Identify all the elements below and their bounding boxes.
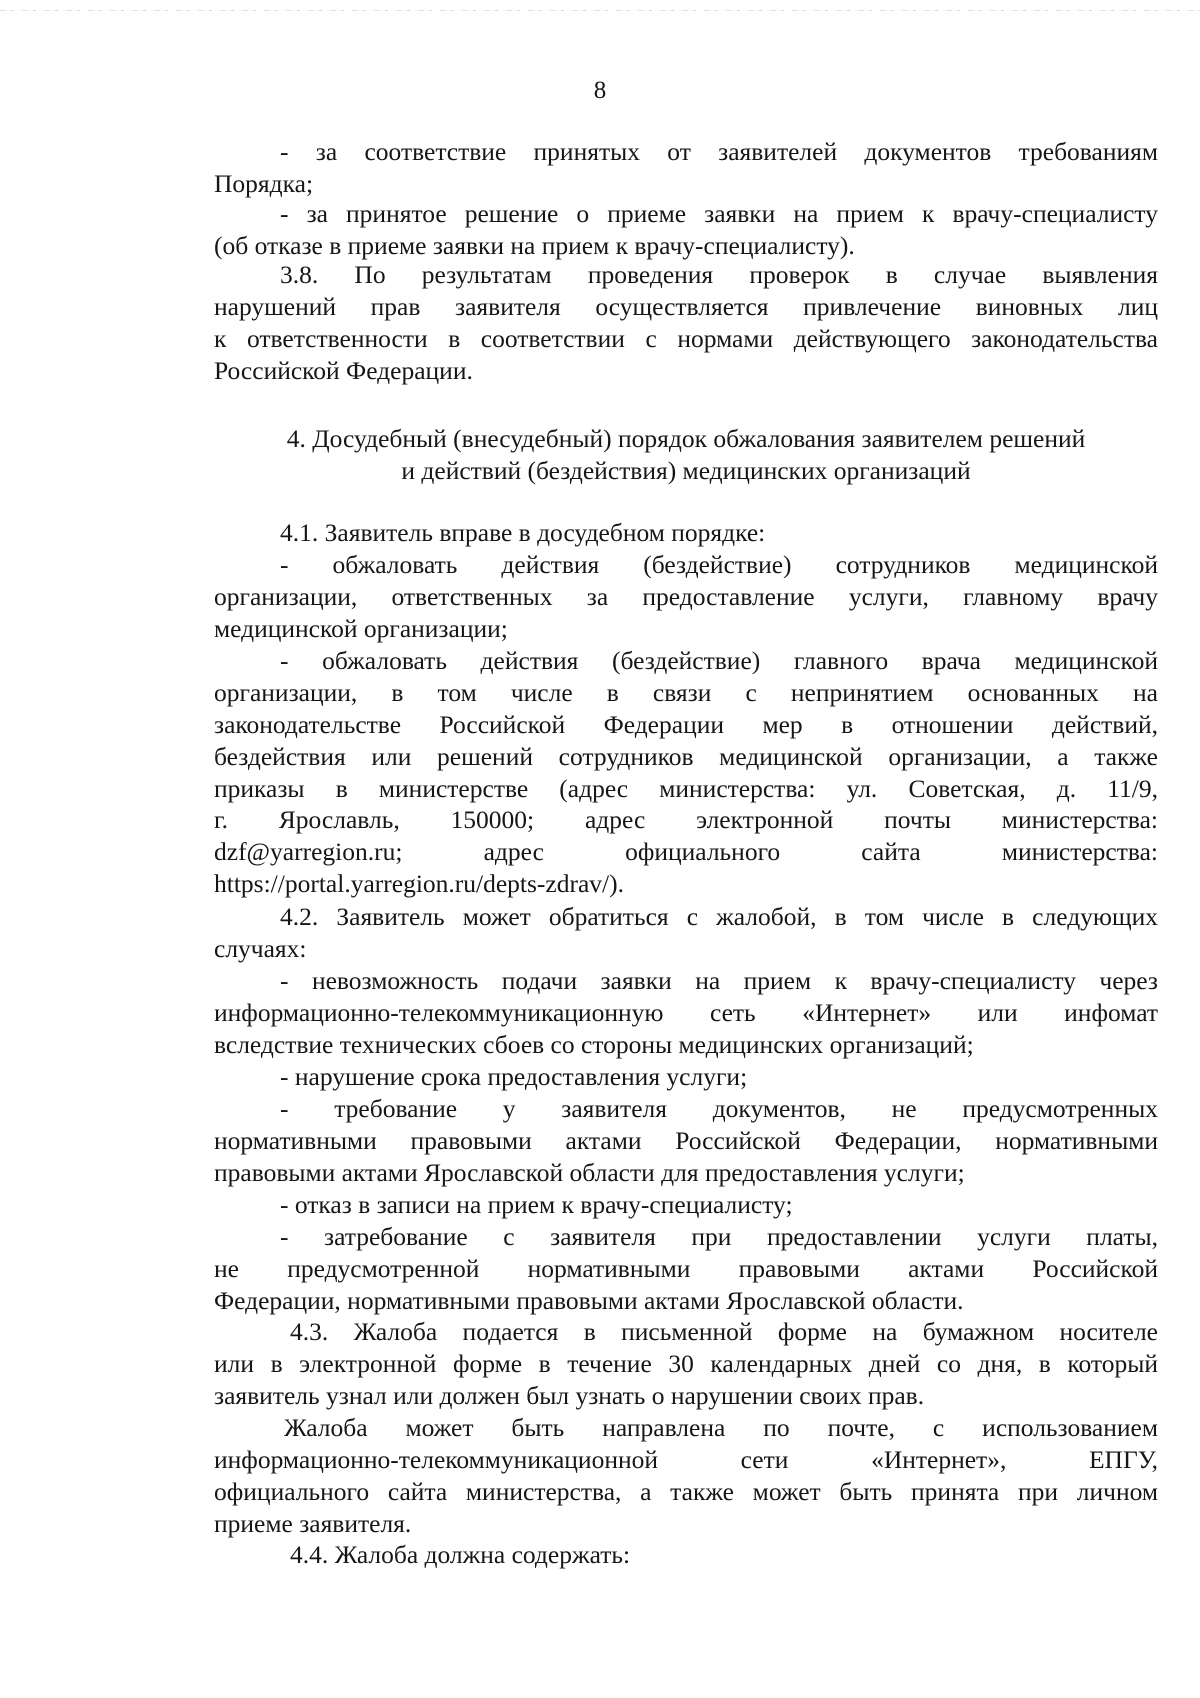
text-line: Жалоба может быть направлена по почте, с использованием — [284, 1413, 1158, 1442]
text-line: нарушений прав заявителя осуществляется привлечение виновных лиц — [214, 291, 1158, 321]
text-line: информационно-телекоммуникационной сети «Интернет», ЕПГУ, — [214, 1444, 1158, 1474]
text-line: - обжаловать действия (бездействие) главного врача медицинской — [280, 646, 1158, 675]
list-item-extra-documents — [214, 1093, 1158, 1189]
paragraph-decision-responsibility — [214, 198, 1158, 262]
section-4-heading — [214, 423, 1158, 487]
text-line: - требование у заявителя документов, не предусмотренных — [280, 1094, 1158, 1123]
paragraph-complaint-channels — [214, 1412, 1158, 1540]
heading-line: и действий (бездействия) медицинских организаций — [401, 455, 971, 485]
paragraph-4-4 — [214, 1539, 1158, 1571]
heading-line: 4. Досудебный (внесудебный) порядок обжалования заявителем решений — [286, 424, 1086, 453]
list-item-appeal-staff — [214, 549, 1158, 645]
text-line: - за принятое решение о приеме заявки на прием к врачу-специалисту — [280, 199, 1158, 228]
text-line: вследствие технических сбоев со стороны медицинских организаций; — [214, 1029, 974, 1059]
text-line: приказы в министерстве (адрес министерства: ул. Советская, д. 11/9, — [214, 773, 1158, 803]
text-line: 4.2. Заявитель может обратиться с жалобой, в том числе в следующих — [280, 902, 1158, 931]
paragraph-4-2 — [214, 901, 1158, 965]
text-line: - отказ в записи на прием к врачу-специалисту; — [280, 1190, 793, 1219]
text-line: приеме заявителя. — [214, 1508, 412, 1538]
text-line: случаях: — [214, 933, 307, 963]
text-line: организации, в том числе в связи с непринятием основанных на — [214, 677, 1158, 707]
list-item-submission-impossible — [214, 965, 1158, 1061]
text-line: - обжаловать действия (бездействие) сотрудников медицинской — [280, 550, 1158, 579]
list-item-unlawful-fee — [214, 1221, 1158, 1317]
text-line: 4.1. Заявитель вправе в досудебном порядке: — [280, 518, 766, 547]
text-line: Федерации, нормативными правовыми актами Ярославской области. — [214, 1285, 964, 1315]
text-line: (об отказе в приеме заявки на прием к врачу-специалисту). — [214, 230, 855, 260]
paragraph-3-8 — [214, 259, 1158, 387]
scan-edge-artifact — [0, 10, 1200, 11]
text-line: 4.3. Жалоба подается в письменной форме на бумажном носителе — [290, 1317, 1158, 1346]
paragraph-compliance-responsibility — [214, 136, 1158, 200]
text-line: официального сайта министерства, а также может быть принята при личном — [214, 1476, 1158, 1506]
text-line: - невозможность подачи заявки на прием к врачу-специалисту через — [280, 966, 1158, 995]
paragraph-4-1 — [214, 517, 1158, 549]
text-line: организации, ответственных за предоставление услуги, главному врачу — [214, 581, 1158, 611]
text-line: информационно-телекоммуникационную сеть «Интернет» или инфомат — [214, 997, 1158, 1027]
text-line: не предусмотренной нормативными правовыми актами Российской — [214, 1253, 1158, 1283]
text-line: нормативными правовыми актами Российской Федерации, нормативными — [214, 1125, 1158, 1155]
text-line: - затребование с заявителя при предоставлении услуги платы, — [280, 1222, 1158, 1251]
text-line: или в электронной форме в течение 30 календарных дней со дня, в который — [214, 1348, 1158, 1378]
text-line: Порядка; — [214, 168, 314, 198]
text-line: г. Ярославль, 150000; адрес электронной почты министерства: — [214, 805, 1158, 835]
text-line: медицинской организации; — [214, 613, 508, 643]
list-item-refusal — [214, 1189, 1158, 1221]
text-line: правовыми актами Ярославской области для предоставления услуги; — [214, 1157, 965, 1187]
text-line: бездействия или решений сотрудников медицинской организации, а также — [214, 741, 1158, 771]
paragraph-4-3 — [214, 1316, 1158, 1412]
text-line: Российской Федерации. — [214, 355, 473, 385]
text-line: законодательстве Российской Федерации мер в отношении действий, — [214, 709, 1158, 739]
text-line: 3.8. По результатам проведения проверок в случае выявления — [280, 260, 1158, 289]
text-line: заявитель узнал или должен был узнать о нарушении своих прав. — [214, 1380, 925, 1410]
list-item-deadline-violation — [214, 1061, 1158, 1093]
text-line: к ответственности в соответствии с нормами действующего законодательства — [214, 323, 1158, 353]
text-line: - за соответствие принятых от заявителей документов требованиям — [280, 137, 1158, 166]
text-line: 4.4. Жалоба должна содержать: — [290, 1540, 631, 1569]
text-line-email: dzf@yarregion.ru; адрес официального сайта министерства: — [214, 837, 1158, 867]
list-item-appeal-chief-doctor — [214, 645, 1158, 900]
text-line: - нарушение срока предоставления услуги; — [280, 1062, 748, 1091]
page-number: 8 — [593, 77, 607, 104]
text-line-url: https://portal.yarregion.ru/depts-zdrav/). — [214, 869, 625, 899]
